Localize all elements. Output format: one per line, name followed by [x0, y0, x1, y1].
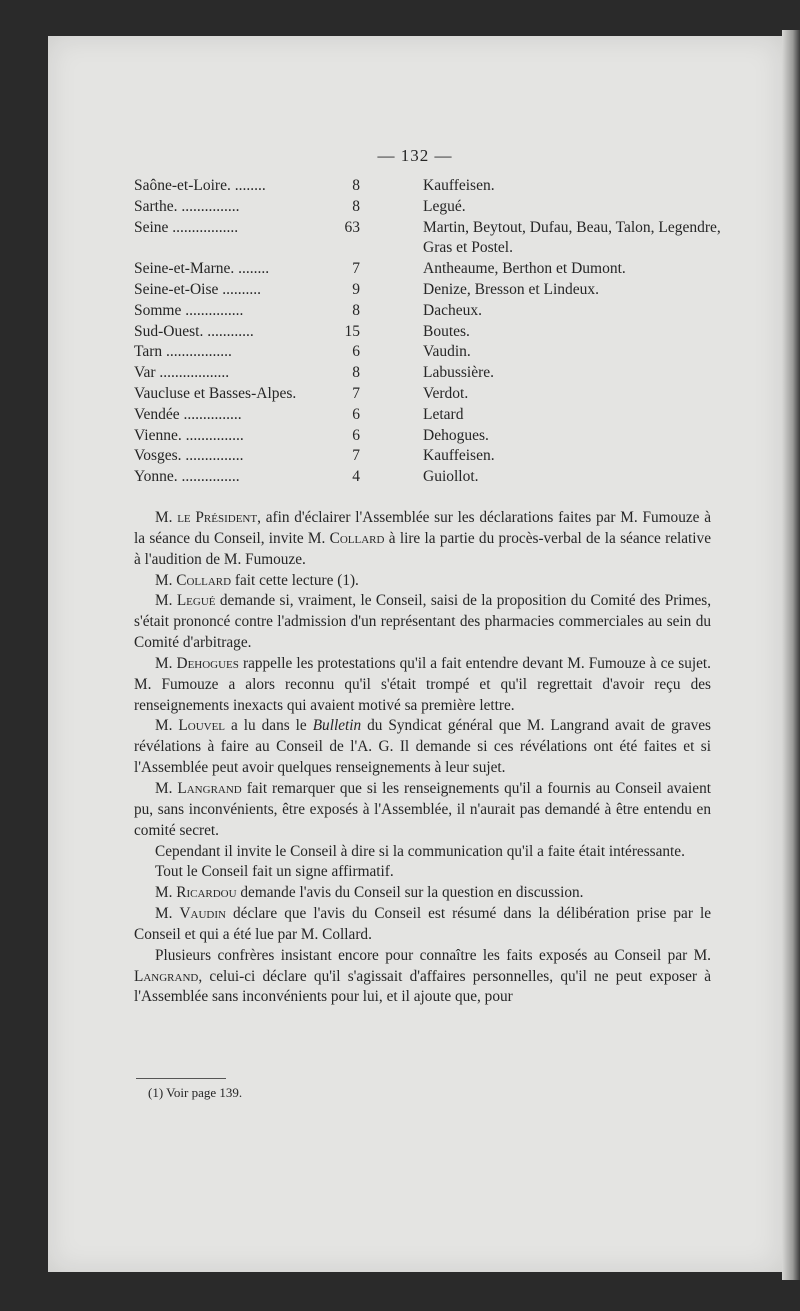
- footnote: (1) Voir page 139.: [148, 1085, 243, 1100]
- table-cell-num: 6: [352, 343, 360, 361]
- table-row: [134, 259, 734, 280]
- paragraph: Tout le Conseil fait un signe affirmatif.: [155, 863, 394, 881]
- table-cell-dept: Seine-et-Marne. ........: [134, 260, 270, 278]
- paragraph: M. Legué demande si, vraiment, le Conseil, saisi de la proposition du Comité des Primes, s'était prononcé contre l'admission d'un représentant des pharmacies commerciales au sein du Comité d'arbitrage.: [134, 592, 712, 652]
- table-row: [134, 280, 734, 301]
- table-cell-num: 4: [352, 468, 360, 486]
- paragraph: M. Vaudin déclare que l'avis du Conseil est résumé dans la délibération prise par le Conseil et qui a été lue par M. Collard.: [134, 905, 711, 943]
- table-row: [134, 426, 734, 447]
- table-row: [134, 197, 734, 218]
- table-row: [134, 301, 734, 322]
- paragraph: M. Louvel a lu dans le Bulletin du Syndicat général que M. Langrand avait de graves révélations à faire au Conseil de l'A. G. Il demande si ces révélations ont été faites et si l'Assemblée peut avoir quelques renseignements à leur sujet.: [134, 717, 712, 777]
- paragraph: Plusieurs confrères insistant encore pour connaître les faits exposés au Conseil par M. Langrand, celui-ci déclare qu'il s'agissait d'affaires personnelles, qu'il ne peut exposer à l'Assemblée sans inconvénients pour lui, et il ajoute que, pour: [134, 946, 711, 1006]
- table-cell-num: 15: [344, 322, 360, 340]
- table-cell-names: Guiollot.: [423, 468, 479, 486]
- table-cell-dept: Sud-Ouest. ............: [134, 322, 254, 340]
- table-cell-num: 8: [352, 364, 360, 382]
- table-cell-dept: Vienne. ...............: [134, 426, 244, 444]
- table-row: [134, 446, 734, 467]
- table-cell-dept: Seine-et-Oise ..........: [134, 280, 261, 298]
- table-cell-dept: Vendée ...............: [134, 405, 242, 423]
- table-cell-num: 7: [352, 447, 360, 465]
- paragraph: M. Dehogues rappelle les protestations qu'il a fait entendre devant M. Fumouze à ce sujet. M. Fumouze a alors reconnu qu'il s'était trompé et qu'il regrettait d'avoir reçu des renseignements inexacts qui avaient motivé sa première lettre.: [134, 654, 711, 714]
- paragraph: M. Ricardou demande l'avis du Conseil sur la question en discussion.: [155, 884, 584, 902]
- table-cell-num: 6: [352, 405, 360, 423]
- table-cell-num: 9: [352, 280, 360, 298]
- table-row: [134, 176, 734, 197]
- table-cell-dept: Yonne. ...............: [134, 468, 240, 486]
- table-cell-names: Letard: [423, 405, 464, 423]
- paragraph: M. Collard fait cette lecture (1).: [155, 571, 359, 589]
- table-cell-dept: Somme ...............: [134, 301, 244, 319]
- table-cell-names: Martin, Beytout, Dufau, Beau, Talon, Legendre, Gras et Postel.: [423, 218, 721, 257]
- table-cell-names: Vaudin.: [423, 343, 471, 361]
- paragraph: Cependant il invite le Conseil à dire si la communication qu'il a faite était intéressante.: [155, 842, 685, 860]
- table-cell-num: 8: [352, 301, 360, 319]
- table-cell-names: Dacheux.: [423, 301, 482, 319]
- table-cell-names: Kauffeisen.: [423, 177, 495, 194]
- table-cell-num: 8: [352, 177, 360, 194]
- paragraph: M. Langrand fait remarquer que si les renseignements qu'il a fournis au Conseil avaient pu, sans inconvénients, être exposés à l'Assemblée, il n'aurait pas demandé à être entendu en comité secret.: [134, 779, 711, 839]
- table-cell-dept: Tarn .................: [134, 343, 232, 361]
- book-spine: [782, 30, 800, 1280]
- delegates-table: [134, 176, 734, 488]
- table-row: [134, 342, 734, 363]
- table-cell-names: Labussière.: [423, 364, 495, 382]
- page-number: — 132 —: [377, 146, 453, 165]
- table-cell-dept: Vaucluse et Basses-Alpes.: [134, 384, 297, 402]
- table-row: [134, 363, 734, 384]
- table-row: [134, 218, 734, 260]
- table-cell-dept: Saône-et-Loire. ........: [134, 177, 266, 194]
- table-cell-num: 6: [352, 426, 360, 444]
- table-cell-dept: Var ..................: [134, 364, 230, 382]
- table-cell-num: 8: [352, 197, 360, 215]
- body-text: [134, 508, 711, 1008]
- table-cell-num: 63: [344, 218, 360, 236]
- table-row: [134, 384, 734, 405]
- table-cell-names: Denize, Bresson et Lindeux.: [423, 280, 600, 298]
- table-cell-num: 7: [352, 384, 360, 402]
- table-cell-names: Legué.: [423, 197, 466, 215]
- table-cell-names: Verdot.: [423, 384, 469, 402]
- table-cell-names: Boutes.: [423, 322, 470, 340]
- table-cell-names: Kauffeisen.: [423, 447, 495, 465]
- table-cell-names: Dehogues.: [423, 426, 489, 444]
- book-page: [48, 36, 782, 1272]
- table-row: [134, 322, 734, 343]
- table-cell-dept: Seine .................: [134, 218, 239, 236]
- footnote-rule: [136, 1078, 226, 1079]
- table-row: [134, 405, 734, 426]
- table-row: [134, 467, 734, 488]
- table-cell-dept: Sarthe. ...............: [134, 197, 240, 215]
- table-cell-dept: Vosges. ...............: [134, 447, 244, 465]
- table-cell-names: Antheaume, Berthon et Dumont.: [423, 260, 626, 278]
- paragraph: M. le Président, afin d'éclairer l'Assemblée sur les déclarations faites par M. Fumouze à la séance du Conseil, invite M. Collard à lire la partie du procès-verbal de la séance relative à l'audition de M. Fumouze.: [134, 509, 711, 568]
- table-cell-num: 7: [352, 260, 360, 278]
